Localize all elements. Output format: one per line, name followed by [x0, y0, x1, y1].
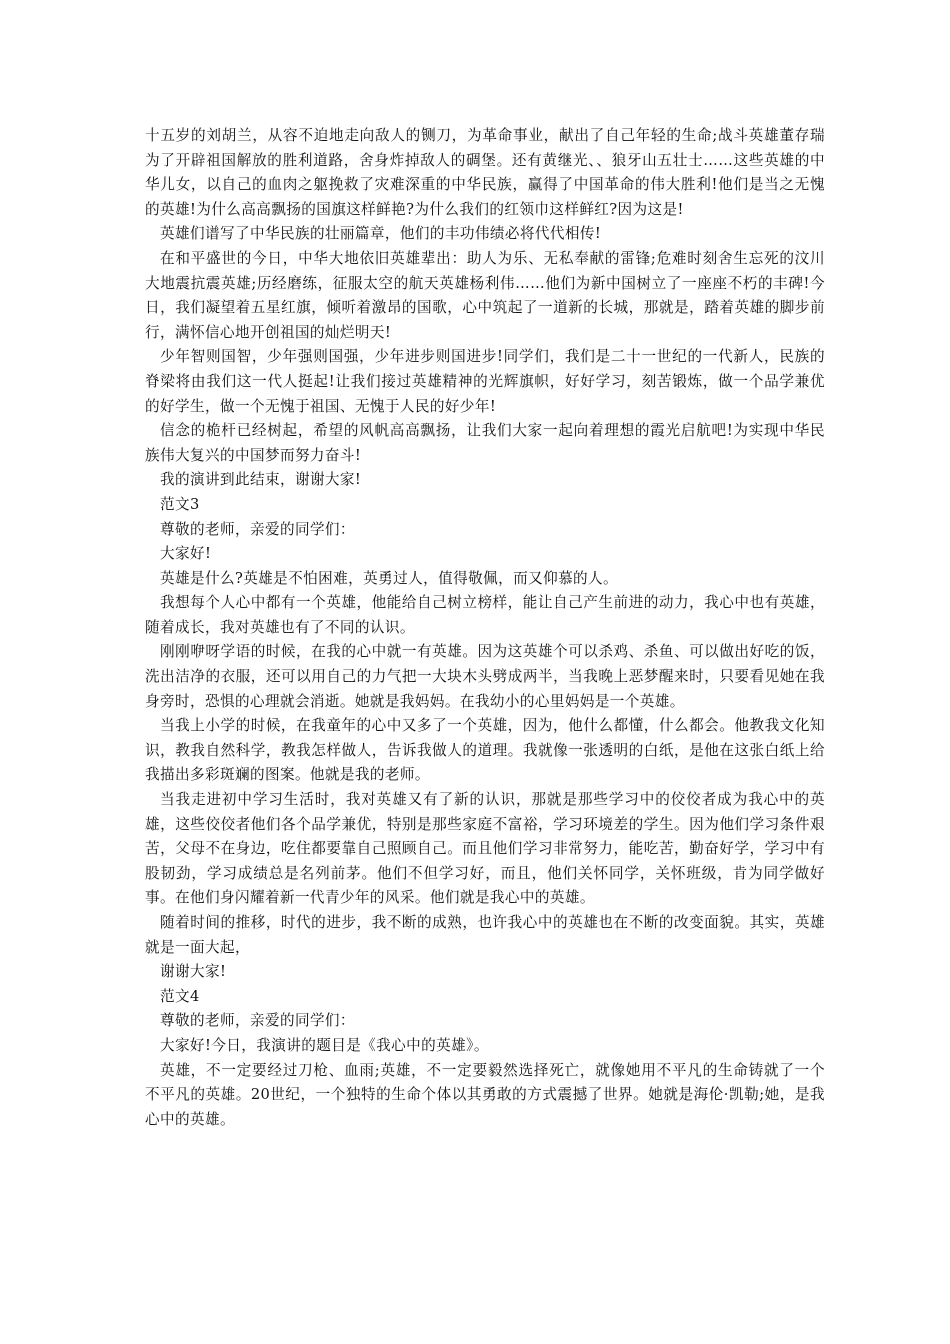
section-heading: 范文3 — [160, 495, 200, 513]
section-heading: 范文4 — [160, 987, 200, 1005]
paragraph: 十五岁的刘胡兰，从容不迫地走向敌人的铡刀，为革命事业，献出了自己年轻的生命;战斗英雄董存瑞为了开辟祖国解放的胜利道路，舍身炸掉敌人的碉堡。还有黄继光、、狼牙山五壮士……这些英雄的中华儿女，以自己的血肉之躯挽救了灾难深重的中华民族，赢得了中国革命的伟大胜利!他们是当之无愧的英雄!为什么高高飘扬的国旗这样鲜艳?为什么我们的红领巾这样鲜红?因为这是! — [145, 127, 825, 218]
document-page — [145, 124, 825, 1132]
paragraph: 随着时间的推移，时代的进步，我不断的成熟，也许我心中的英雄也在不断的改变面貌。其实，英雄就是一面大起， — [145, 914, 825, 956]
paragraph: 当我走进初中学习生活时，我对英雄又有了新的认识，那就是那些学习中的佼佼者成为我心中的英雄，这些佼佼者他们各个品学兼优，特别是那些家庭不富裕，学习环境差的学生。因为他们学习条件艰苦，父母不在身边，吃住都要靠自己照顾自己。而且他们学习非常努力，能吃苦，勤奋好学，学习中有股韧劲，学习成绩总是名列前茅。他们不但学习好，而且，他们关怀同学，关怀班级，肯为同学做好事。在他们身闪耀着新一代青少年的风采。他们就是我心中的英雄。 — [145, 791, 825, 907]
paragraph: 信念的桅杆已经树起，希望的风帆高高飘扬，让我们大家一起向着理想的霞光启航吧!为实现中华民族伟大复兴的中国梦而努力奋斗! — [145, 422, 825, 464]
salutation: 尊敬的老师，亲爱的同学们： — [160, 520, 355, 538]
paragraph: 英雄是什么?英雄是不怕困难，英勇过人，值得敬佩，而又仰慕的人。 — [160, 569, 619, 587]
paragraph: 英雄，不一定要经过刀枪、血雨;英雄，不一定要毅然选择死亡，就像她用不平凡的生命铸就了一个不平凡的英雄。20世纪，一个独特的生命个体以其勇敢的方式震撼了世界。她就是海伦·凯勒;她，是我心中的英雄。 — [145, 1061, 825, 1128]
paragraph: 少年智则国智，少年强则国强，少年进步则国进步!同学们，我们是二十一世纪的一代新人，民族的脊梁将由我们这一代人挺起!让我们接过英雄精神的光辉旗帜，好好学习，刻苦锻炼，做一个品学兼优的好学生，做一个无愧于祖国、无愧于人民的好少年! — [145, 348, 825, 415]
paragraph: 刚刚咿呀学语的时候，在我的心中就一有英雄。因为这英雄个可以杀鸡、杀鱼、可以做出好吃的饭，洗出洁净的衣服，还可以用自己的力气把一大块木头劈成两半，当我晚上恶梦醒来时，只要看见她在我身旁时，恐惧的心理就会消逝。她就是我妈妈。在我幼小的心里妈妈是一个英雄。 — [145, 643, 825, 710]
paragraph: 我想每个人心中都有一个英雄，他能给自己树立榜样，能让自己产生前进的动力，我心中也有英雄，随着成长，我对英雄也有了不同的认识。 — [145, 594, 825, 636]
salutation: 尊敬的老师，亲爱的同学们： — [160, 1012, 355, 1030]
paragraph: 我的演讲到此结束，谢谢大家! — [160, 471, 362, 489]
greeting: 大家好!今日，我演讲的题目是《我心中的英雄》。 — [160, 1036, 489, 1054]
paragraph: 英雄们谱写了中华民族的壮丽篇章，他们的丰功伟绩必将代代相传! — [160, 225, 602, 243]
greeting: 大家好! — [160, 545, 212, 563]
paragraph: 在和平盛世的今日，中华大地依旧英雄辈出：助人为乐、无私奉献的雷锋;危难时刻舍生忘死的汶川大地震抗震英雄;历经磨练，征服太空的航天英雄杨利伟……他们为新中国树立了一座座不朽的丰碑!今日，我们凝望着五星红旗，倾听着激昂的国歌，心中筑起了一道新的长城，那就是，踏着英雄的脚步前行，满怀信心地开创祖国的灿烂明天! — [145, 249, 825, 341]
paragraph: 当我上小学的时候，在我童年的心中又多了一个英雄，因为，他什么都懂，什么都会。他教我文化知识，教我自然科学，教我怎样做人，告诉我做人的道理。我就像一张透明的白纸，是他在这张白纸上给我描出多彩斑斓的图案。他就是我的老师。 — [145, 717, 825, 784]
closing: 谢谢大家! — [160, 963, 227, 981]
